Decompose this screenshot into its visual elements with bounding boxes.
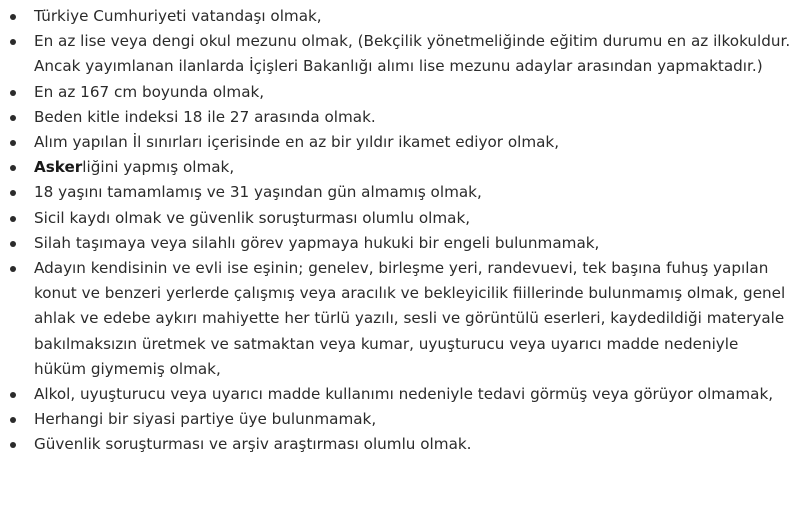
list-item-text: Adayın kendisinin ve evli ise eşinin; genelev, birleşme yeri, randevuevi, tek başına fuhuş yapılan konut ve benzeri yerlerde çalışmış veya aracılık ve bekleyicilik fiillerinde bulunmamış olmak, genel ahlak ve edebe aykırı mahiyette her türlü yazılı, sesli ve görüntülü eserleri, kaydedildiği materyale bakılmaksızın üretmek ve satmaktan veya kumar, uyuşturucu veya uyarıcı madde nedeniyle hüküm giymemiş olmak, bbox=[34, 259, 786, 378]
list-item bbox=[34, 4, 791, 29]
list-item bbox=[34, 407, 791, 432]
list-item-text: Sicil kaydı olmak ve güvenlik soruşturması olumlu olmak, bbox=[34, 208, 471, 227]
list-item bbox=[34, 231, 791, 256]
list-item bbox=[34, 155, 791, 180]
asker-link-text[interactable]: Asker bbox=[34, 158, 83, 177]
list-item bbox=[34, 432, 791, 457]
bullet-icon bbox=[10, 115, 16, 121]
list-item-text: Beden kitle indeksi 18 ile 27 arasında olmak. bbox=[34, 107, 376, 126]
list-item-text: Silah taşımaya veya silahlı görev yapmaya hukuki bir engeli bulunmamak, bbox=[34, 233, 600, 252]
list-item-text: 18 yaşını tamamlamış ve 31 yaşından gün almamış olmak, bbox=[34, 183, 482, 202]
bullet-icon bbox=[10, 392, 16, 398]
bullet-icon bbox=[10, 266, 16, 272]
list-item-text: Herhangi bir siyasi partiye üye bulunmamak, bbox=[34, 410, 377, 429]
requirements-list bbox=[0, 4, 791, 458]
list-item bbox=[34, 130, 791, 155]
list-item bbox=[34, 80, 791, 105]
bullet-icon bbox=[10, 90, 16, 96]
list-item-text: Türkiye Cumhuriyeti vatandaşı olmak, bbox=[34, 7, 322, 25]
list-item-text: En az lise veya dengi okul mezunu olmak, (Bekçilik yönetmeliğinde eğitim durumu en az ilkokuldur. Ancak yayımlanan ilanlarda İçişleri Bakanlığı alımı lise mezunu adaylar arasından yapmaktadır.) bbox=[34, 32, 791, 76]
bullet-icon bbox=[10, 190, 16, 196]
list-item-text: liğini yapmış olmak, bbox=[82, 158, 235, 177]
list-item-text: Alkol, uyuşturucu veya uyarıcı madde kullanımı nedeniyle tedavi görmüş veya görüyor olmamak, bbox=[34, 385, 774, 404]
list-item bbox=[34, 206, 791, 231]
list-item bbox=[34, 105, 791, 130]
list-item-text: Güvenlik soruşturması ve arşiv araştırması olumlu olmak. bbox=[34, 435, 472, 454]
bullet-icon bbox=[10, 39, 16, 45]
bullet-icon bbox=[10, 442, 16, 448]
list-item-text: En az 167 cm boyunda olmak, bbox=[34, 82, 265, 101]
list-item bbox=[34, 29, 791, 79]
list-item bbox=[34, 382, 791, 407]
bullet-icon bbox=[10, 241, 16, 247]
bullet-icon bbox=[10, 216, 16, 222]
bullet-icon bbox=[10, 165, 16, 171]
list-item-text: Alım yapılan İl sınırları içerisinde en az bir yıldır ikamet ediyor olmak, bbox=[34, 133, 560, 152]
list-item bbox=[34, 180, 791, 205]
bullet-icon bbox=[10, 14, 16, 20]
list-item bbox=[34, 256, 791, 382]
bullet-icon bbox=[10, 417, 16, 423]
bullet-icon bbox=[10, 140, 16, 146]
